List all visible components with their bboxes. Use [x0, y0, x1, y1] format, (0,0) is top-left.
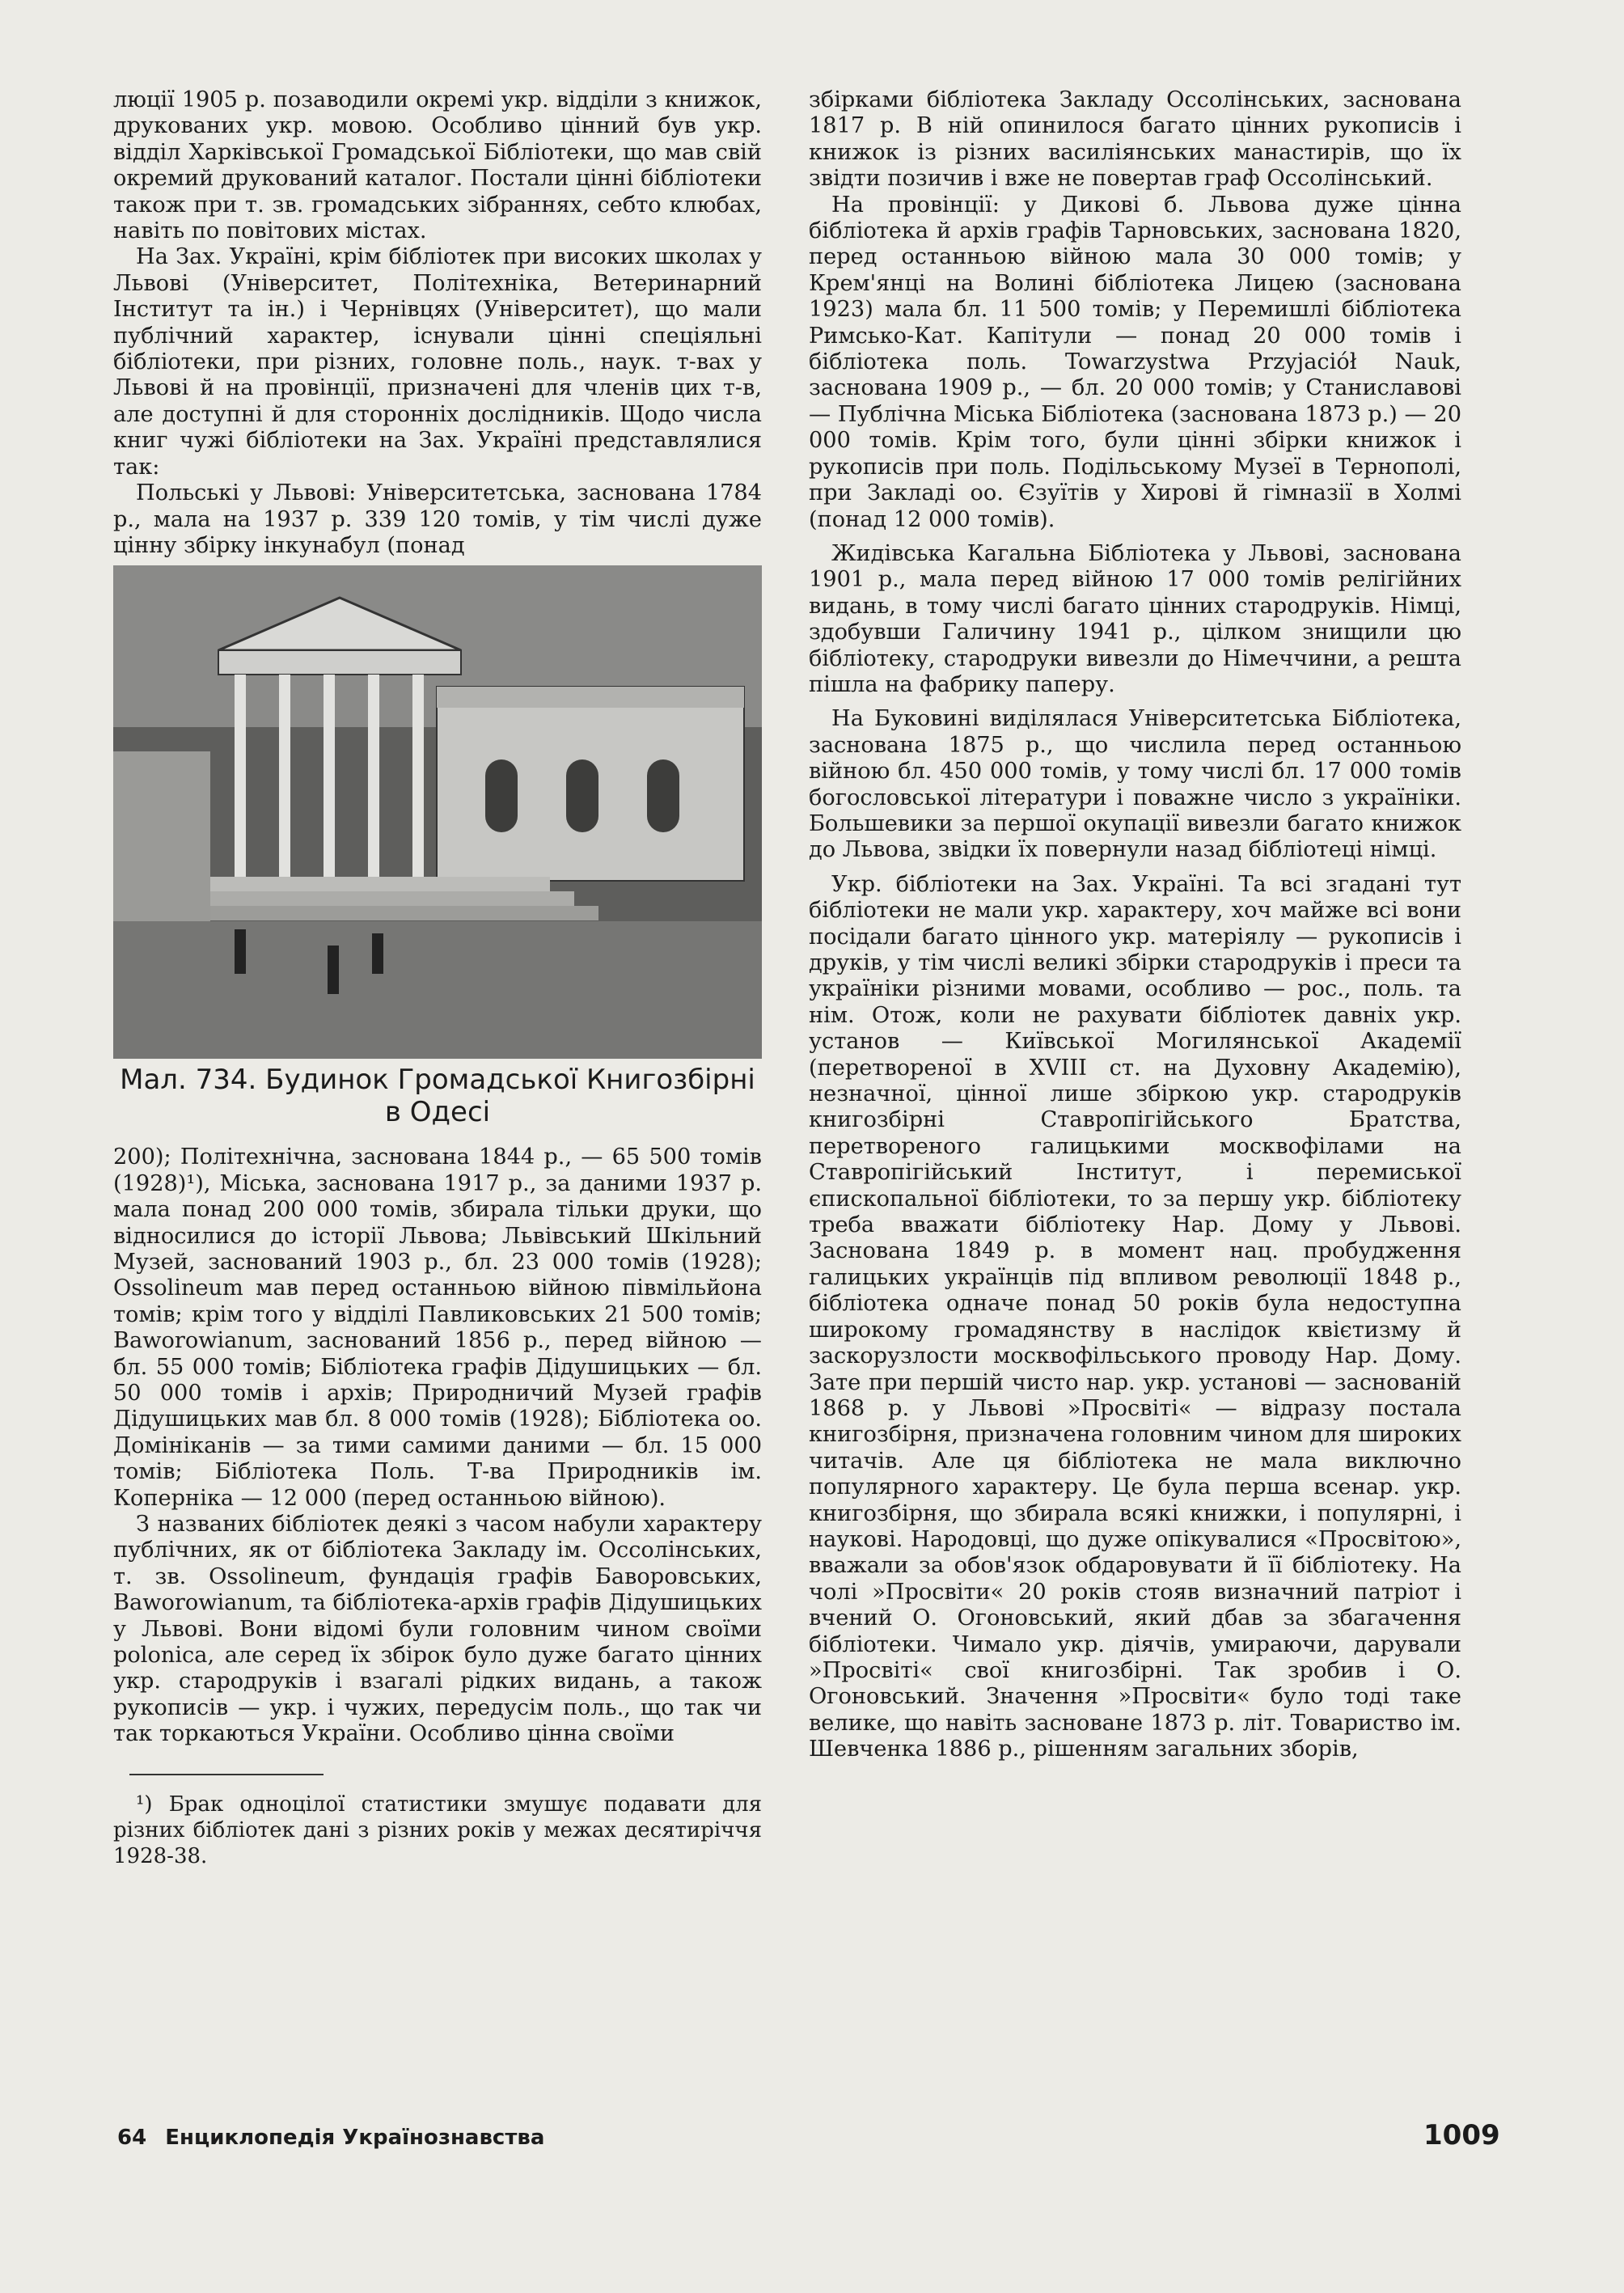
figure — [113, 565, 762, 1128]
footnote: ¹) Брак одноцілої статистики змушує подавати для різних бібліотек дані з різних років у межах десятиріччя 1928-38. — [113, 1792, 762, 1868]
paragraph: На Зах. Україні, крім бібліотек при високих школах у Львові (Університет, Політехніка, Ветеринарний Інститут та ін.) і Чернівцях (Університет), що мали публічний характер, існували цінні спеціяльні бібліотеки, при різних, головне поль., наук. т-вах у Львові й на провінції, призначені для членів цих т-в, але доступні й для сторонніх дослідників. Щодо числа книг чужі бібліотеки на Зах. Україні представлялися так: — [113, 244, 762, 480]
paragraph: Укр. бібліотеки на Зах. Україні. Та всі згадані тут бібліотеки не мали укр. характеру, хоч майже всі вони посідали багато цінного укр. матеріялу — рукописів і друків, у тім числі великі збірки стародруків і преси та україніки різними мовами, особливо — рос., поль. та нім. Отож, коли не рахувати бібліотек давніх укр. установ — Київської Могилянської Академії (перетвореної в XVIII ст. на Духовну Академію), незначної, цінної лише збіркою укр. стародруків книгозбірні Ставропігійського Братства, перетвореного галицькими москвофілами на Ставропігійський Інститут, і перемиської єпископальної бібліотеки, то за першу укр. бібліотеку треба вважати бібліотеку Нар. Дому у Львові. Заснована 1849 р. в момент нац. пробудження галицьких українців під впливом революції 1848 р., бібліотека одначе понад 50 років була недоступна широкому громадянству в наслідок квієтизму й заскорузлости москвофільського проводу Нар. Дому. Зате при першій чисто нар. укр. установі — заснованій 1868 р. у Львові »Просвіті« — відразу постала книгозбірня, призначена головним чином для широких читачів. Але ця бібліотека не мала виключно популярного характеру. Це була перша всенар. укр. книгозбірня, що збирала всякі книжки, і популярні, і наукові. Народовці, що дуже опікувалися «Просвітою», вважали за обов'язок обдаровувати й її бібліотеку. На чолі »Просвіти« 20 років стояв визначний патріот і вчений О. Огоновський, який дбав за збагачення бібліотеки. Чимало укр. діячів, умираючи, дарували »Просвіті« свої книгозбірні. Так зробив і О. Огоновський. Значення »Просвіти« було тоді таке велике, що навіть засноване 1873 р. літ. Товариство ім. Шевченка 1886 р., рішенням загальних зборів, — [809, 871, 1461, 1762]
odesa-library-building-photo — [113, 565, 762, 1059]
left-column — [113, 87, 762, 1869]
page-number: 1009 — [1423, 2119, 1500, 2151]
paragraph: люції 1905 р. позаводили окремі укр. відділи з книжок, друкованих укр. мовою. Особливо цінний був укр. відділ Харківської Громадської Бібліотеки, що мав свій окремий друкований каталог. Постали цінні бібліотеки також при т. зв. громадських зібраннях, себто клюбах, навіть по повітових містах. — [113, 87, 762, 244]
paragraph: Польські у Львові: Університетська, заснована 1784 р., мала на 1937 р. 339 120 томів, у тім числі дуже цінну збірку інкунабул (понад — [113, 480, 762, 558]
footnote-divider — [129, 1774, 324, 1775]
publication-title: Енциклопедія Українознавства — [165, 2126, 545, 2150]
paragraph: На провінції: у Дикові б. Львова дуже цінна бібліотека й архів графів Тарновських, заснована 1820, перед останньою війною мала 30 000 томів; у Крем'янці на Волині бібліотека Лицею (заснована 1923) мала бл. 11 500 томів; у Перемишлі бібліотека Римсько-Кат. Капітули — понад 20 000 томів і бібліотека поль. Towarzystwa Przyjaciół Nauk, заснована 1909 р., — бл. 20 000 томів; у Станиславові — Публічна Міська Бібліотека (заснована 1873 р.) — 20 000 томів. Крім того, були цінні збірки книжок і рукописів при поль. Подільському Музеї в Тернополі, при Закладі оо. Єзуїтів у Хирові й гімназії в Холмі (понад 12 000 томів). — [809, 192, 1461, 532]
paragraph: збірками бібліотека Закладу Оссолінських, заснована 1817 р. В ній опинилося багато цінних рукописів і книжок із різних василіянських манастирів, що їх звідти позичив і вже не повертав граф Оссолінський. — [809, 87, 1461, 192]
page-footer — [117, 2126, 544, 2150]
paragraph: 200); Політехнічна, заснована 1844 р., — 65 500 томів (1928)¹), Міська, заснована 1917 р., за даними 1937 р. мала понад 200 000 томів, збирала тільки друки, що відносилися до історії Львова; Львівський Шкільний Музей, заснований 1903 р., бл. 23 000 томів (1928); Ossolineum мав перед останньою війною півмільйона томів; крім того у відділі Павликовських 21 500 томів; Baworowianum, заснований 1856 р., перед війною — бл. 55 000 томів; Бібліотека графів Дідушицьких — бл. 50 000 томів і архів; Природничий Музей графів Дідушицьких мав бл. 8 000 томів (1928); Бібліотека оо. Домініканів — за тими самими даними — бл. 15 000 томів; Бібліотека Поль. Т-ва Природників ім. Коперніка — 12 000 (перед останньою війною). — [113, 1144, 762, 1511]
signature-mark: 64 — [117, 2126, 147, 2150]
paragraph: З названих бібліотек деякі з часом набули характеру публічних, як от бібліотека Закладу ім. Оссолінських, т. зв. Ossolineum, фундація графів Баворовських, Baworowianum, та бібліотека-архів графів Дідушицьких у Львові. Вони відомі були головним чином своїми polonica, але серед їх збірок було дуже багато цінних укр. стародруків і взагалі рідких видань, а також рукописів — укр. і чужих, передусім поль., що так чи так торкаються України. Особливо цінна своїми — [113, 1512, 762, 1747]
paragraph: Жидівська Кагальна Бібліотека у Львові, заснована 1901 р., мала перед війною 17 000 томів релігійних видань, в тому числі багато цінних стародруків. Німці, здобувши Галичину 1941 р., цілком знищили цю бібліотеку, стародруки вивезли до Німеччини, а решта пішла на фабрику паперу. — [809, 540, 1461, 697]
figure-caption: Мал. 734. Будинок Громадської Книгозбірні в Одесі — [120, 1064, 755, 1129]
paragraph: На Буковині виділялася Університетська Бібліотека, заснована 1875 р., що числила перед останньою війною бл. 450 000 томів, у тому числі бл. 17 000 томів богословської літератури і поважне число з україніки. Большевики за першої окупації вивезли багато книжок до Львова, звідки їх повернули назад бібліотеці німці. — [809, 706, 1461, 863]
right-column — [809, 87, 1461, 1763]
